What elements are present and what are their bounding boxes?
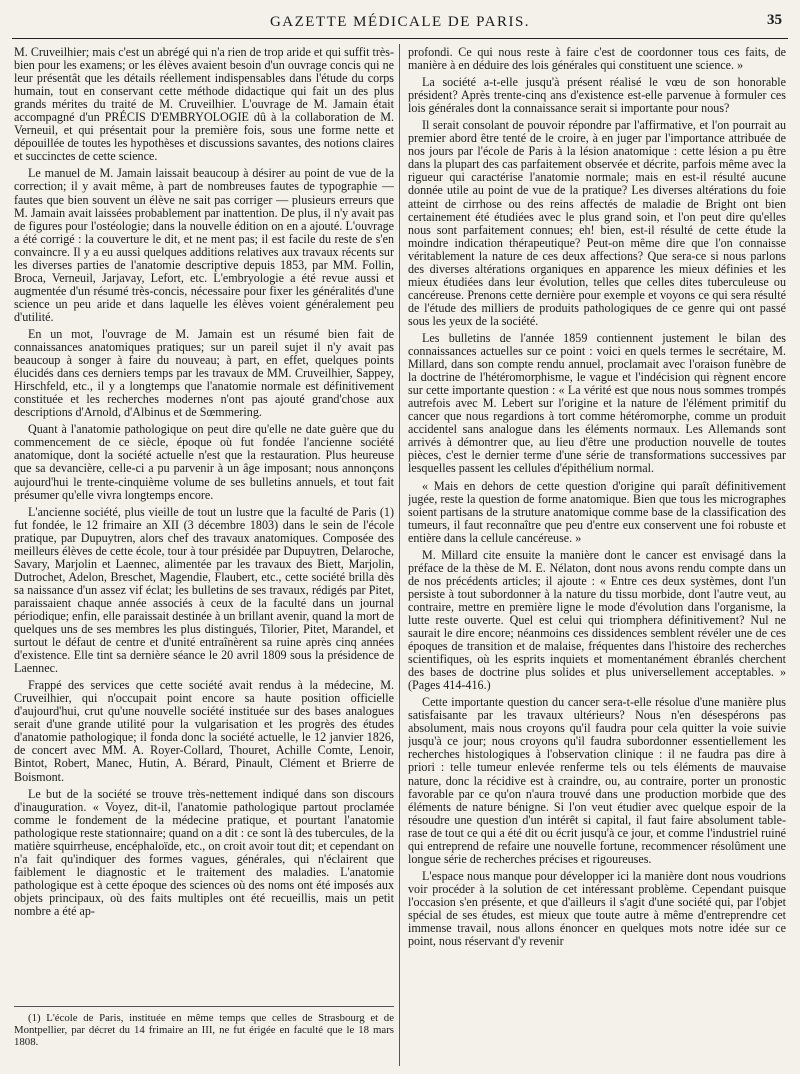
- journal-title: GAZETTE MÉDICALE DE PARIS.: [269, 14, 531, 30]
- page-header: [12, 10, 788, 36]
- paragraph: profondi. Ce qui nous reste à faire c'est de coordonner tous ces faits, de manière à en déduire des lois générales qui constituent une science. »: [408, 46, 786, 73]
- footnote: [14, 1012, 394, 1048]
- footnote-text: (1) L'école de Paris, instituée en même temps que celles de Strasbourg et de Montpellier, par décret du 14 frimaire an III, ne fut érigée en faculté que le 18 mars 1808.: [14, 1012, 394, 1048]
- paragraph: Cette importante question du cancer sera-t-elle résolue d'une manière plus satisfaisante par les travaux ultérieurs? Nous n'en désespérons pas absolument, mais nous croyons qu'il faudra pour cela quitter la voie suivie jusqu'à ce jour; nous croyons qu'il faudra subordonner essentiellement les recherches histologiques à l'observation clinique : il ne faudra pas dire à priori : telle tumeur enlevée renferme tels ou tels éléments de mauvaise nature, donc la récidive est à craindre, ou, au contraire, porter un pronostic favorable par ce qu'on n'aura trouvé dans une production morbide que des éléments de nature bénigne. Si l'on veut étudier avec quelque espoir de la résoudre une question d'un intérêt si capital, il faut faire absolument table-rase de tout ce qui a été dit ou écrit jusqu'à ce jour, et comme l'industriel ruiné qui entreprend de refaire une nouvelle fortune, recommencer résolûment une longue série de recherches précises et rigoureuses.: [408, 695, 786, 866]
- paragraph: Les bulletins de l'année 1859 contiennent justement le bilan des connaissances actuelles sur ce point : voici en quels termes le secrétaire, M. Millard, dans son compte rendu annuel, proclamait avec l'oraison funèbre de la doctrine de l'hétéromorphisme, le vague et l'indécision qui règnent encore sur cette importante question : « La vérité est que nous nous sommes trompés autrefois avec M. Lebert sur l'origine et la nature de l'élément primitif du cancer que nous regardions à tort comme hétéromorphe, comme un produit accidentel sans analogue dans les éléments normaux. Les Allemands sont arrivés à démontrer que, au lieu d'être une production nouvelle de toutes pièces, c'est le dernier terme d'une série de transformations successives par lesquelles passent les cellules d'épithélium normal.: [408, 330, 786, 476]
- page-number: 35: [767, 12, 782, 28]
- paragraph: Le manuel de M. Jamain laissait beaucoup à désirer au point de vue de la correction; il y avait même, à part de nombreuses fautes de typographie — fautes que bien souvent un élève ne sait pas corriger — plusieurs erreurs que M. Jamain avait laissées probablement par inattention. De plus, il n'y avait pas de figures pour l'ostéologie; dans la nouvelle édition on en a ajouté. L'ouvrage a été corrigé : la couverture le dit, et ne ment pas; il est facile du reste de s'en convaincre. Il y a eu aussi quelques additions relatives aux travaux récents sur les diverses parties de l'anatomie descriptive depuis 1853, par MM. Follin, Broca, Verneuil, Jarjavay, Lefort, etc. L'embryologie a été revue aussi et augmentée d'un résumé très-concis, nécessaire pour fixer les généralités d'une science un peu aride et dans laquelle les élèves voient généralement peu d'utilité.: [14, 166, 394, 324]
- paragraph: En un mot, l'ouvrage de M. Jamain est un résumé bien fait de connaissances anatomiques pratiques; sur un pareil sujet il n'y avait pas beaucoup à songer à faire du nouveau; à part, en effet, quelques points élucidés dans ces derniers temps par les travaux de MM. Cruveilhier, Sappey, Hirschfeld, etc., il y a longtemps que l'anatomie normale est définitivement constituée et les recherches modernes n'ont pas ajouté grand'chose aux descriptions d'Arnold, d'Albinus et de Sœmmering.: [14, 326, 394, 420]
- paragraph: M. Cruveilhier; mais c'est un abrégé qui n'a rien de trop aride et qui suffit très-bien pour les examens; or les élèves avaient besoin d'un ouvrage concis qui ne leur présentât que les détails réellement indispensables dans l'étude du corps humain, tout en conservant cette méthode didactique qui fait un des plus grands mérites du traité de M. Cruveilhier. L'ouvrage de M. Jamain était accompagné d'un PRÉCIS D'EMBRYOLOGIE dû à la collaboration de M. Verneuil, et qui présentait pour la première fois, sous une forme nette et dépouillée de toutes les hypothèses et discussions savantes, des notions claires et succinctes de cette science.: [14, 46, 394, 164]
- paragraph: Quant à l'anatomie pathologique on peut dire qu'elle ne date guère que du commencement de ce siècle, époque où fut fondée l'ancienne société anatomique, dont la société actuelle n'est que la restauration. Plus heureuse que sa devancière, celle-ci a pu parvenir à un âge imposant; nous annonçons aujourd'hui le trente-cinquième volume de ses bulletins annuels, et tout fait présumer qu'elle vivra longtemps encore.: [14, 422, 394, 502]
- footnote-rule: [14, 1006, 394, 1007]
- paragraph: M. Millard cite ensuite la manière dont le cancer est envisagé dans la préface de la thèse de M. E. Nélaton, dont nous avons rendu compte dans un de nos précédents articles; il ajoute : « Entre ces deux systèmes, dont l'un persiste à tout subordonner à la nature du tissu morbide, dont l'autre veut, au contraire, mettre en première ligne le mode d'évolution dans l'organisme, la lutte reste ouverte. Quel est celui qui triomphera définitivement? Nul ne saurait le dire encore; néanmoins ces dissidences semblent révéler une de ces époques de transition et de malaise, fréquentes dans l'histoire des recherches scientifiques, où les esprits inquiets et momentanément ébranlés cherchent des bases de doctrine plus solides et plus universellement acceptables. » (Pages 414-416.): [408, 547, 786, 693]
- left-column: [14, 46, 394, 986]
- right-column: [408, 46, 786, 1072]
- paragraph: Frappé des services que cette société avait rendus à la médecine, M. Cruveilhier, qui n'occupait point encore sa haute position officielle d'aujourd'hui, crut qu'une nouvelle société instituée sur des bases analogues serait d'une grande utilité pour la vulgarisation et les progrès des études d'anatomie pathologique; il fonda donc la société actuelle, le 12 janvier 1826, de concert avec MM. A. Royer-Collard, Thouret, Achille Comte, Lenoir, Bintot, Robert, Manec, Hutin, A. Bérard, Pinault, Clément et Brierre de Boismont.: [14, 678, 394, 784]
- header-rule: [12, 38, 788, 39]
- paragraph: La société a-t-elle jusqu'à présent réalisé le vœu de son honorable président? Après trente-cinq ans d'existence est-elle parvenue à formuler ces lois générales dont la connaissance serait si importante pour nous?: [408, 75, 786, 116]
- paragraph: L'espace nous manque pour développer ici la manière dont nous voudrions voir procéder à la solution de cet intéressant problème. Cependant puisque l'occasion s'en présente, et que d'ailleurs il s'agit d'une société qui, par l'objet spécial de ses études, est mieux que toute autre à même d'entreprendre cet immense travail, nous allons énoncer en quelques mots notre idée sur ce point, nous réservant d'y revenir: [408, 868, 786, 949]
- paragraph: Il serait consolant de pouvoir répondre par l'affirmative, et l'on pourrait au premier abord être tenté de le croire, à en juger par l'importance attribuée de nos jours par l'école de Paris à la lésion anatomique : cette lésion a pu être dans la plupart des cas parfaitement observée et décrite, parfois même avec la rigueur qui caractérise l'anatomie normale; mais en est-il résulté aucune donnée utile au point de vue de la pratique? Les diverses altérations du foie atteint de cirrhose ou des reins affectés de maladie de Bright ont bien certainement été étudiées avec le plus grand soin, et l'on peut dire qu'elles nous sont parfaitement connues; eh! bien, est-il résulté de cette étude la moindre indication thérapeutique? Peut-on même dire que l'on connaisse véritablement la nature de ces deux affections? Que sera-ce si nous parlons des diverses altérations organiques en apparence les mieux définies et les mieux étudiées dans leur évolution, telles que celles dites tuberculeuse ou cancéreuse. Prenons cette dernière pour exemple et voyons ce qui sera résulté de l'étude des milliers de produits pathologiques de ce genre qui ont passé sous les yeux de la société.: [408, 118, 786, 328]
- paragraph: « Mais en dehors de cette question d'origine qui paraît définitivement jugée, reste la question de forme anatomique. Bien que tous les micrographes soient partisans de la struture anatomique comme base de la classification des tumeurs, il faut reconnaître que peu d'entre eux conservent une foi robuste et entière dans la cellule cancéreuse. »: [408, 478, 786, 545]
- paragraph: L'ancienne société, plus vieille de tout un lustre que la faculté de Paris (1) fut fondée, le 12 frimaire an XII (3 décembre 1803) dans le sein de l'école pratique, par Dupuytren, alors chef des travaux anatomiques. Composée des meilleurs élèves de cette école, tour à tour présidée par Dupuytren, Delaroche, Savary, Marjolin et Laennec, alimentée par les travaux des Biett, Marjolin, Dutrochet, Adelon, Breschet, Magendie, Flaubert, etc., cette société brilla dès sa naissance d'un assez vif éclat; les bulletins de ses travaux, rédigés par Pitet, paraissaient chaque année associés à ceux de la faculté dans un journal périodique; enfin, elle paraissait destinée à un brillant avenir, quand la mort de quelques uns de ses membres les plus distingués, Tilorier, Pitet, Marandel, et surtout le défaut de centre et d'unité entraînèrent sa ruine après cinq années d'existence. Elle tint sa dernière séance le 20 avril 1809 sous la présidence de Laennec.: [14, 504, 394, 676]
- paragraph: Le but de la société se trouve très-nettement indiqué dans son discours d'inauguration. « Voyez, dit-il, l'anatomie pathologique partout proclamée comme le fondement de la médecine pratique, et pourtant l'anatomie pathologique reste stationnaire; quand on a dit : ce sont là des tubercules, de la matière squirrheuse, encéphaloïde, etc., on croit avoir tout dit; et cependant on n'a fait qu'indiquer des formes vagues, générales, qui n'éclairent que faiblement le diagnostic et le traitement des maladies. L'anatomie pathologique est à cette époque des sciences où des noms ont été imposés aux objets principaux, où des faits multiples ont été recueillis, mais un petit nombre a été ap-: [14, 786, 394, 918]
- column-divider: [399, 44, 400, 1066]
